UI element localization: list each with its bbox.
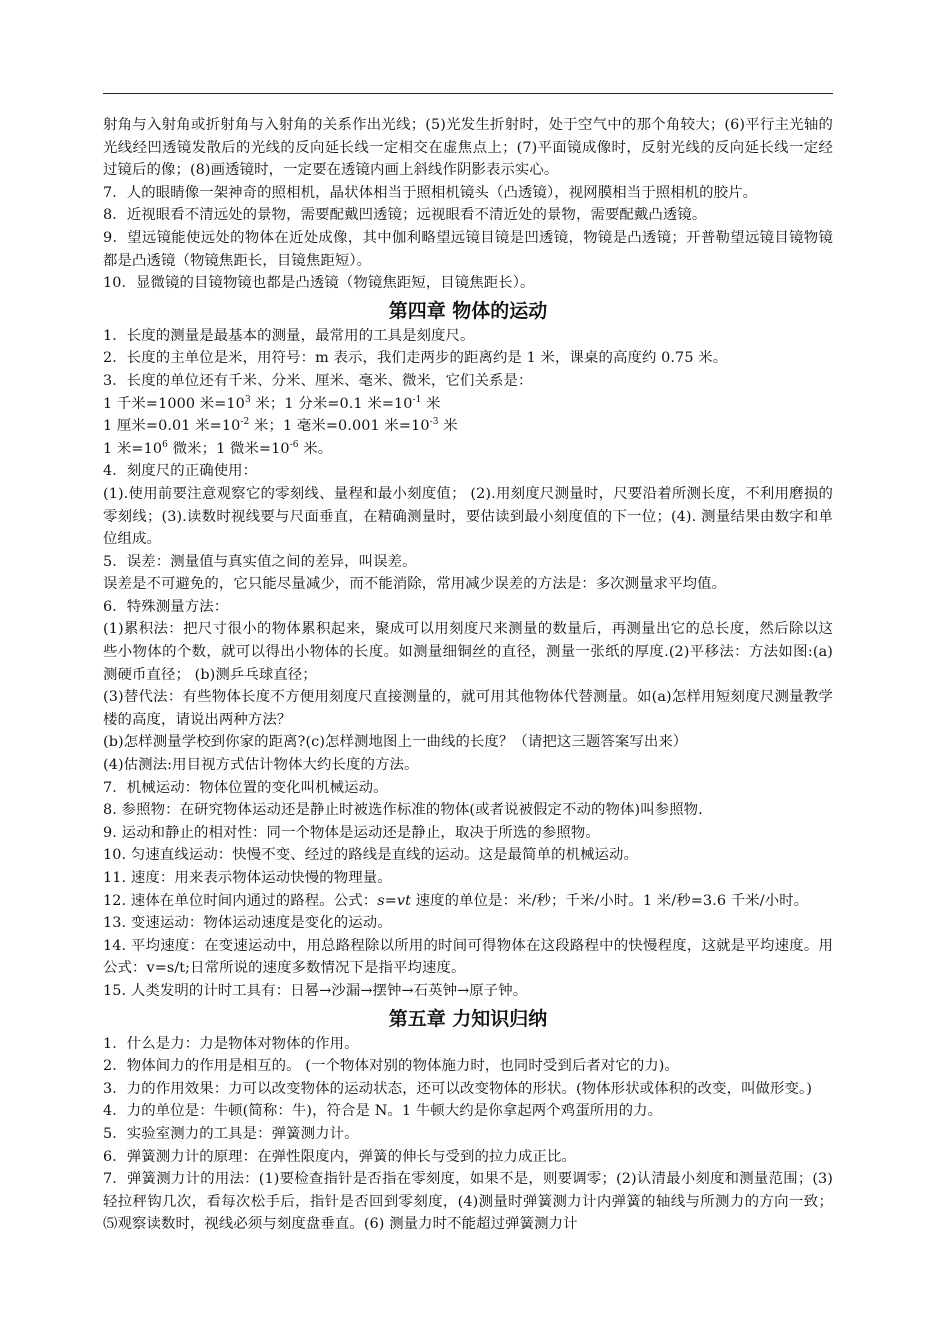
- ch4-item-15: 15. 人类发明的计时工具有：日晷→沙漏→摆钟→石英钟→原子钟。: [103, 982, 528, 999]
- ch4-item-2: 2．长度的主单位是米，用符号：m 表示，我们走两步的距离约是 1 米，课桌的高度约 0.75 米。: [103, 350, 728, 367]
- ch3-item-7: 7．人的眼睛像一架神奇的照相机，晶状体相当于照相机镜头（凸透镜），视网膜相当于照相机的胶片。: [103, 184, 758, 201]
- ch5-item-7: 7．弹簧测力计的用法：(1)要检查指针是否指在零刻度，如果不是，则要调零；(2)认清最小刻度和测量范围；(3)轻拉秤钩几次，看每次松手后，指针是否回到零刻度，(4)测量时弹簧测力计内弹簧的轴线与所测力的方向一致；⑸观察读数时，视线必须与刻度盘垂直。(6) 测量力时不能超过弹簧测力计: [103, 1171, 833, 1233]
- document-body: [103, 114, 833, 1236]
- header-rule: [103, 93, 833, 94]
- ch4-item-13: 13. 变速运动：物体运动速度是变化的运动。: [103, 915, 392, 932]
- ch4-item-5-detail: 误差是不可避免的，它只能尽量减少，而不能消除，常用减少误差的方法是：多次测量求平均值。: [103, 576, 727, 593]
- ch4-item-8: 8. 参照物：在研究物体运动还是静止时被选作标准的物体(或者说被假定不动的物体)叫参照物.: [103, 802, 703, 819]
- ch4-item-6-d: (4)估测法:用目视方式估计物体大约长度的方法。: [103, 757, 419, 774]
- ch5-item-3: 3．力的作用效果：力可以改变物体的运动状态，还可以改变物体的形状。(物体形状或体积的改变，叫做形变。): [103, 1080, 813, 1097]
- ch5-item-6: 6．弹簧测力计的原理：在弹性限度内，弹簧的伸长与受到的拉力成正比。: [103, 1148, 576, 1165]
- unit-line-1: 1 千米=1000 米$=10^3$ 米；1 分米=0.1 米$=10^{-1}$ 米: [103, 394, 441, 412]
- ch3-item-10: 10．显微镜的目镜物镜也都是凸透镜（物镜焦距短，目镜焦距长）。: [103, 275, 535, 292]
- ch5-item-2: 2．物体间力的作用是相互的。 (一个物体对别的物体施力时，也同时受到后者对它的力)。: [103, 1058, 680, 1075]
- chapter4-title: 第四章 物体的运动: [388, 299, 548, 322]
- ch4-item-1: 1．长度的测量是最基本的测量，最常用的工具是刻度尺。: [103, 327, 475, 344]
- ch4-item-9: 9. 运动和静止的相对性：同一个物体是运动还是静止，取决于所选的参照物。: [103, 824, 600, 841]
- ch4-item-4: 4．刻度尺的正确使用：: [103, 463, 258, 480]
- ch4-item-14: 14. 平均速度：在变速运动中，用总路程除以所用的时间可得物体在这段路程中的快慢程度，这就是平均速度。用公式：v=s/t;日常所说的速度多数情况下是指平均速度。: [103, 937, 833, 977]
- ch4-item-6: 6．特殊测量方法：: [103, 598, 229, 615]
- speed-formula: s=vt: [377, 892, 411, 909]
- ch4-item-5: 5．误差：测量值与真实值之间的差异，叫误差。: [103, 553, 417, 570]
- ch3-item-9: 9．望远镜能使远处的物体在近处成像，其中伽利略望远镜目镜是凹透镜，物镜是凸透镜；开普勒望远镜目镜物镜都是凸透镜（物镜焦距长，目镜焦距短）。: [103, 229, 833, 269]
- ch4-item-6-a: (1)累积法：把尺寸很小的物体累积起来，聚成可以用刻度尺来测量的数量后，再测量出它的总长度，然后除以这些小物体的个数，就可以得出小物体的长度。如测量细铜丝的直径，测量一张纸的厚度.(2)平移法：方法如图:(a)测硬币直径； (b)测乒乓球直径；: [103, 621, 833, 683]
- ch5-item-5: 5．实验室测力的工具是：弹簧测力计。: [103, 1125, 359, 1142]
- ch5-item-4: 4．力的单位是：牛顿(简称：牛)，符合是 N。1 牛顿大约是你拿起两个鸡蛋所用的力。: [103, 1103, 663, 1120]
- ch3-item-8: 8．近视眼看不清远处的景物，需要配戴凹透镜；远视眼看不清近处的景物，需要配戴凸透镜。: [103, 207, 707, 224]
- ch4-item-3: 3．长度的单位还有千米、分米、厘米、毫米、微米，它们关系是：: [103, 372, 533, 389]
- unit-line-2: 1 厘米=0.01 米$=10^{-2}$ 米；1 毫米=0.001 米$=10^{-3}$ 米: [103, 417, 458, 435]
- ch4-item-4-detail: (1).使用前要注意观察它的零刻线、量程和最小刻度值； (2).用刻度尺测量时，尺要沿着所测长度，不利用磨损的零刻线；(3).读数时视线要与尺面垂直，在精确测量时，要估读到最小刻度值的下一位；(4). 测量结果由数字和单位组成。: [103, 485, 833, 548]
- ch3-paragraph: 射角与入射角或折射角与入射角的关系作出光线；(5)光发生折射时，处于空气中的那个角较大；(6)平行主光轴的光线经凹透镜发散后的光线的反向延长线一定相交在虚焦点上；(7)平面镜成像时，反射光线的反向延长线一定经过镜后的像；(8)画透镜时，一定要在透镜内画上斜线作阴影表示实心。: [103, 117, 833, 179]
- ch4-item-11: 11. 速度：用来表示物体运动快慢的物理量。: [103, 870, 392, 886]
- ch4-item-10: 10. 匀速直线运动：快慢不变、经过的路线是直线的运动。这是最简单的机械运动。: [103, 847, 639, 864]
- ch4-item-6-b: (3)替代法：有些物体长度不方便用刻度尺直接测量的，就可用其他物体代替测量。如(a)怎样用短刻度尺测量教学楼的高度，请说出两种方法？: [103, 689, 833, 728]
- ch5-item-1: 1．什么是力：力是物体对物体的作用。: [103, 1035, 359, 1052]
- chapter5-title: 第五章 力知识归纳: [388, 1007, 548, 1030]
- ch4-item-12: 12. 速体在单位时间内通过的路程。公式：s=vt 速度的单位是：米/秒；千米/小时。1 米/秒=3.6 千米/小时。: [103, 892, 809, 909]
- unit-line-3: 1 米$=10^6$ 微米；1 微米$=10^{-6}$ 米。: [103, 439, 333, 457]
- ch4-item-7: 7．机械运动：物体位置的变化叫机械运动。: [103, 779, 388, 796]
- ch4-item-6-c: (b)怎样测量学校到你家的距离?(c)怎样测地图上一曲线的长度？（请把这三题答案写出来）: [103, 734, 688, 751]
